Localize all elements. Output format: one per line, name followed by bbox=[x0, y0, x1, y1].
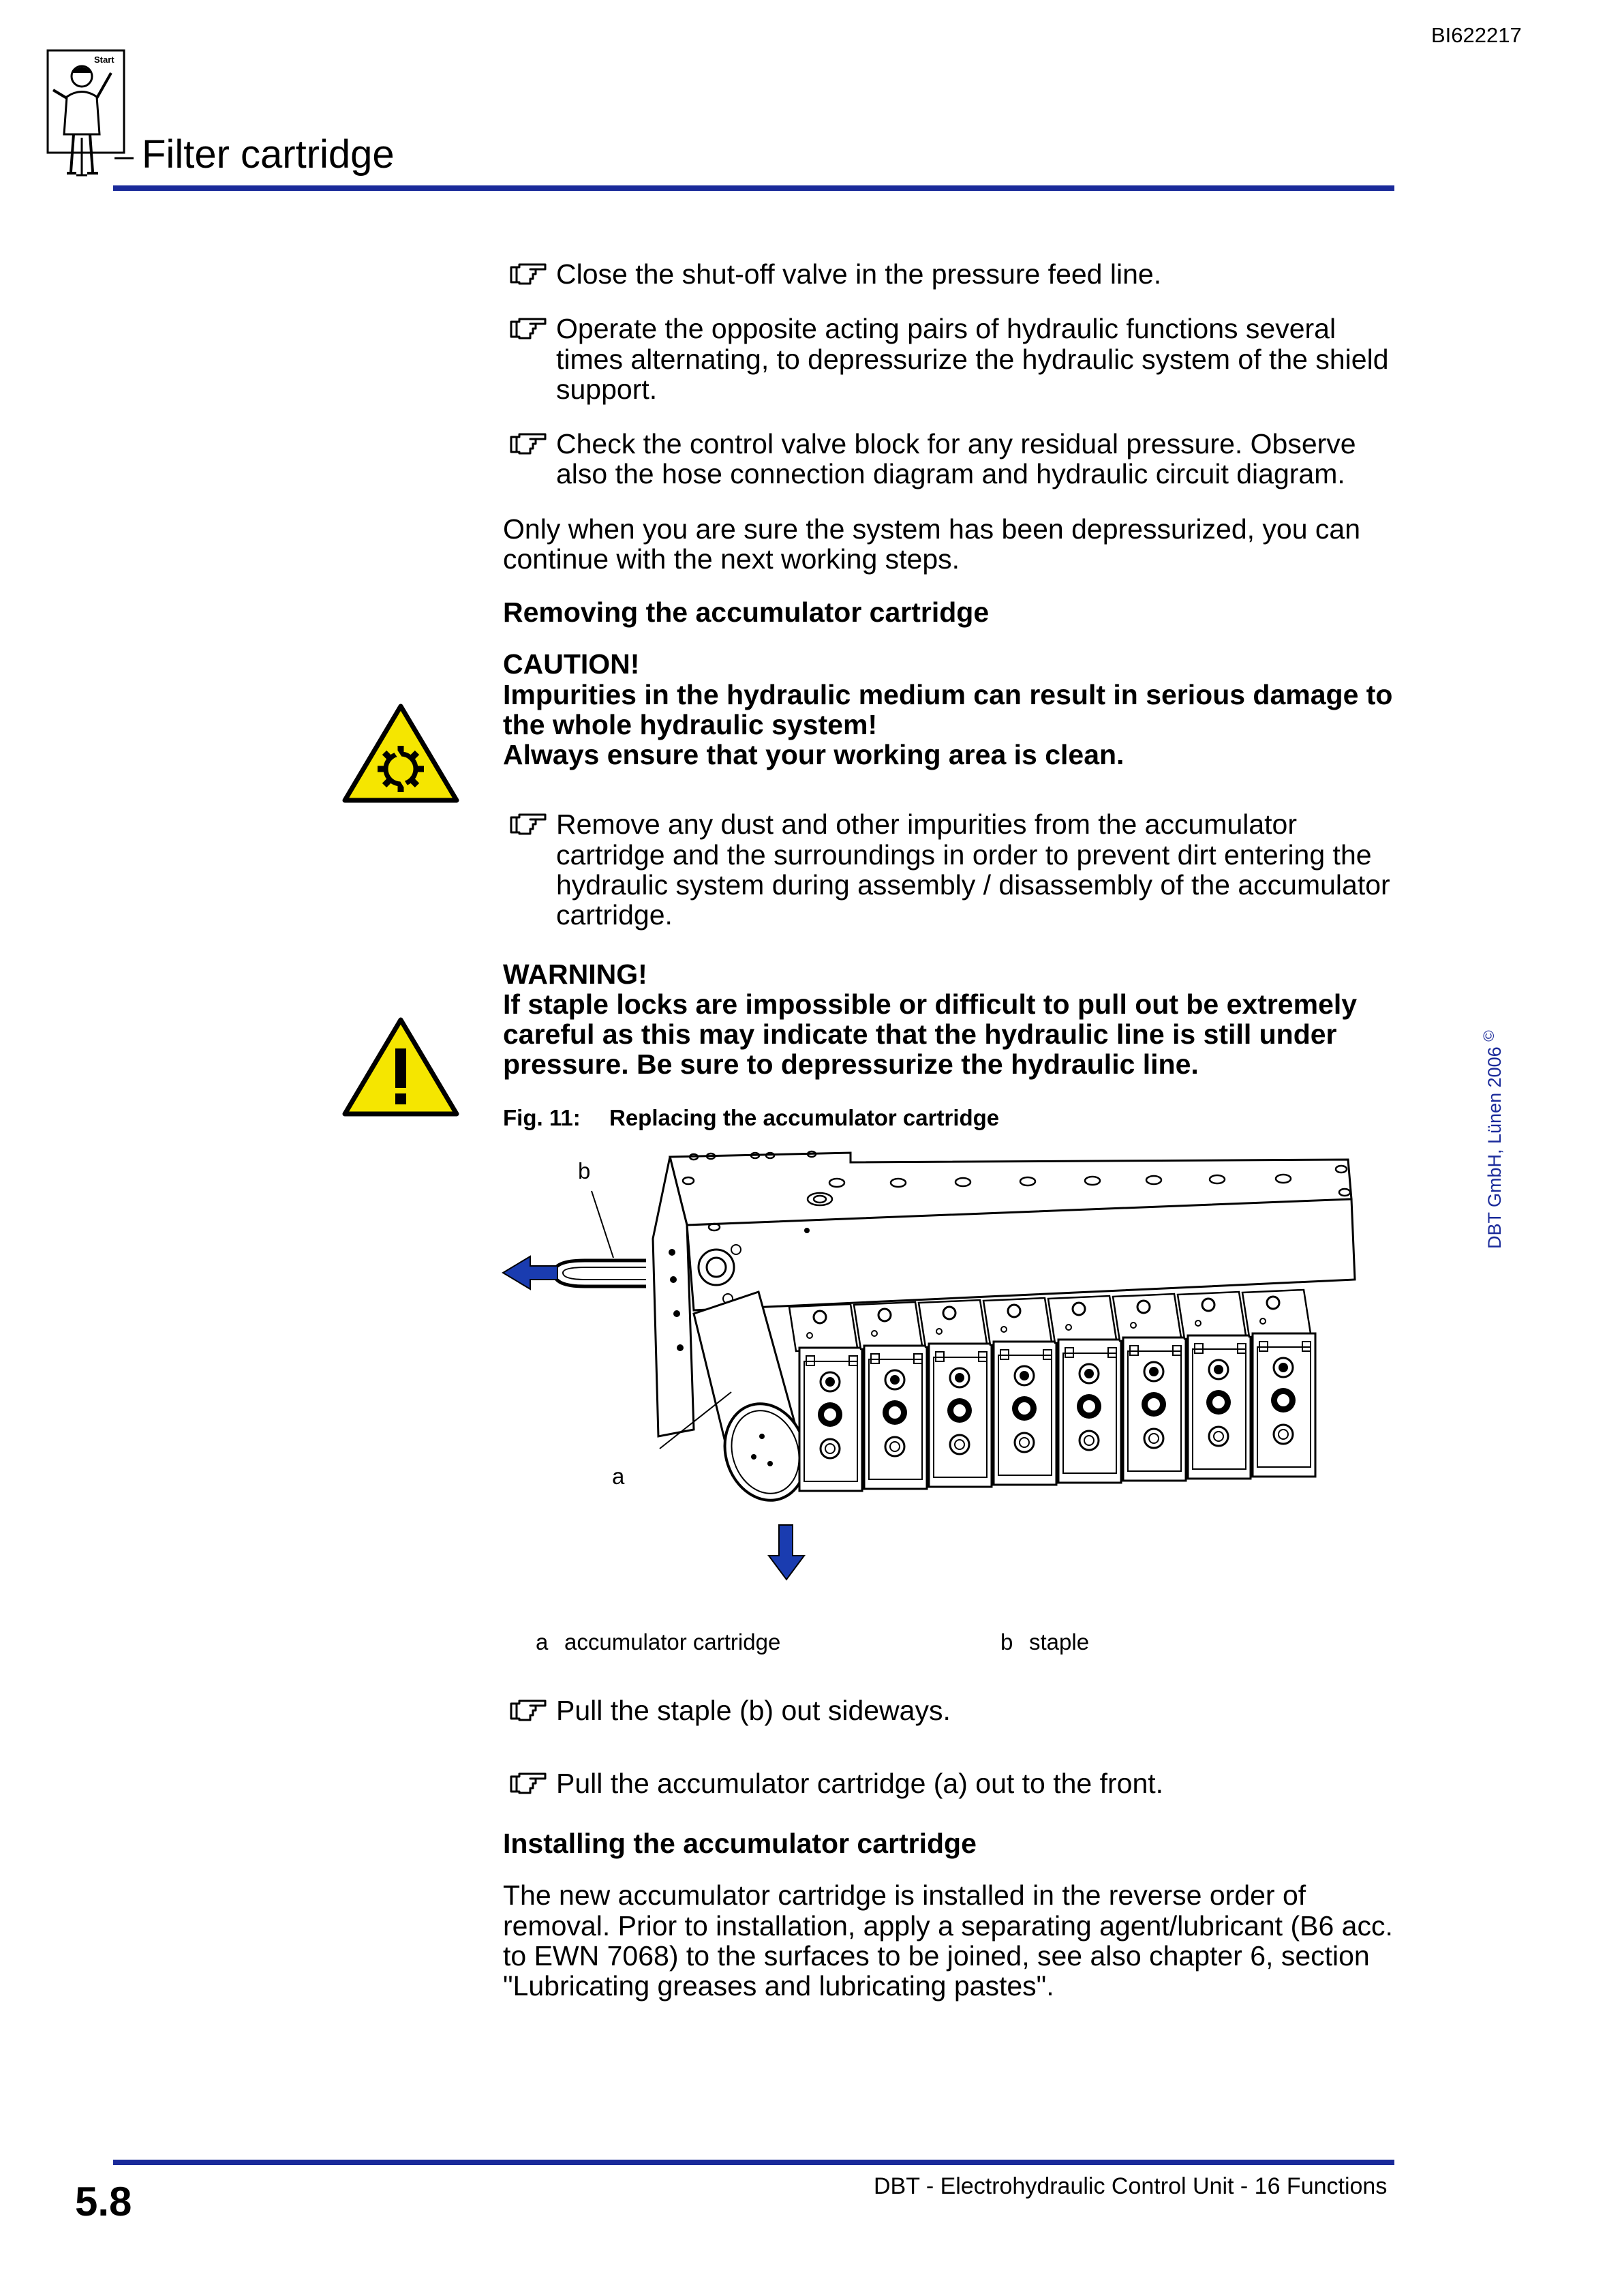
caution-gear-icon bbox=[341, 702, 461, 804]
document-code: BI622217 bbox=[1431, 23, 1522, 47]
instruction-step bbox=[503, 809, 1396, 930]
pointing-hand-icon bbox=[510, 1698, 548, 1724]
instruction-step bbox=[503, 259, 1396, 289]
caution-notice bbox=[503, 649, 1396, 770]
logo-start-label: Start bbox=[94, 55, 114, 65]
pointing-hand-icon bbox=[510, 1771, 548, 1797]
step-text: Pull the accumulator cartridge (a) out to the front. bbox=[556, 1767, 1164, 1799]
legend-item-a: a accumulator cartridge bbox=[536, 1629, 781, 1655]
warning-title: WARNING! bbox=[503, 958, 647, 990]
caution-text-2: Always ensure that your working area is clean. bbox=[503, 739, 1124, 771]
pointing-hand-icon bbox=[510, 316, 548, 342]
paragraph-depressurized: Only when you are sure the system has been depressurized, you can continue with the next working steps. bbox=[503, 513, 1361, 575]
instruction-step bbox=[503, 314, 1396, 404]
instruction-step bbox=[503, 1695, 1396, 1725]
figure-legend bbox=[503, 1630, 1396, 1671]
figure-label-a: a bbox=[612, 1464, 625, 1490]
figure-label-b: b bbox=[578, 1158, 591, 1184]
valve-units bbox=[789, 1290, 1315, 1491]
step-text: Close the shut-off valve in the pressure feed line. bbox=[556, 258, 1162, 290]
footer-title: DBT - Electrohydraulic Control Unit - 16 Functions bbox=[874, 2173, 1388, 2199]
heading-installing: Installing the accumulator cartridge bbox=[503, 1828, 977, 1859]
warning-notice bbox=[503, 959, 1396, 1080]
caution-title: CAUTION! bbox=[503, 648, 640, 680]
valve-block-figure bbox=[489, 1143, 1382, 1620]
legend-item-b: b staple bbox=[1000, 1629, 1090, 1655]
instruction-step bbox=[503, 429, 1396, 489]
pointing-hand-icon bbox=[510, 262, 548, 288]
figure-number: Fig. 11: bbox=[503, 1104, 581, 1130]
main-content bbox=[503, 259, 1396, 2024]
figure-title: Replacing the accumulator cartridge bbox=[609, 1104, 1000, 1130]
copyright-vertical: DBT GmbH, Lünen 2006 © bbox=[1480, 1030, 1505, 1249]
start-worker-icon bbox=[46, 49, 135, 182]
step-text: Pull the staple (b) out sideways. bbox=[556, 1695, 951, 1727]
caution-text: Impurities in the hydraulic medium can result in serious damage to the whole hydraulic system! bbox=[503, 678, 1393, 740]
footer-rule bbox=[113, 2160, 1394, 2165]
warning-exclamation-icon bbox=[341, 1016, 461, 1118]
warning-text: If staple locks are impossible or difficult to pull out be extremely careful as this may indicate that the hydraulic line is still under pressure. Be sure to depressurize the hydraulic line. bbox=[503, 988, 1358, 1081]
figure-caption bbox=[503, 1106, 1396, 1130]
step-text: Remove any dust and other impurities from the accumulator cartridge and the surroundings in order to prevent dirt entering the hydraulic system during assembly / disassembly of the accumulator cartridge. bbox=[556, 809, 1390, 931]
paragraph-installing: The new accumulator cartridge is installed in the reverse order of removal. Prior to installation, apply a separating agent/lubricant (B6 acc. to EWN 7068) to the surfaces to be joined, see also chapter 6, section "Lubricating greases and lubricating pastes". bbox=[503, 1879, 1393, 2002]
header-rule bbox=[113, 185, 1394, 191]
pointing-hand-icon bbox=[510, 432, 548, 457]
step-text: Check the control valve block for any residual pressure. Observe also the hose connection diagram and hydraulic circuit diagram. bbox=[556, 428, 1356, 490]
instruction-step bbox=[503, 1768, 1396, 1798]
section-title: Filter cartridge bbox=[142, 132, 395, 177]
page-number: 5.8 bbox=[75, 2179, 132, 2224]
pointing-hand-icon bbox=[510, 812, 548, 838]
step-text: Operate the opposite acting pairs of hydraulic functions several times alternating, to depressurize the hydraulic system of the shield support. bbox=[556, 313, 1389, 405]
heading-removing: Removing the accumulator cartridge bbox=[503, 596, 990, 629]
